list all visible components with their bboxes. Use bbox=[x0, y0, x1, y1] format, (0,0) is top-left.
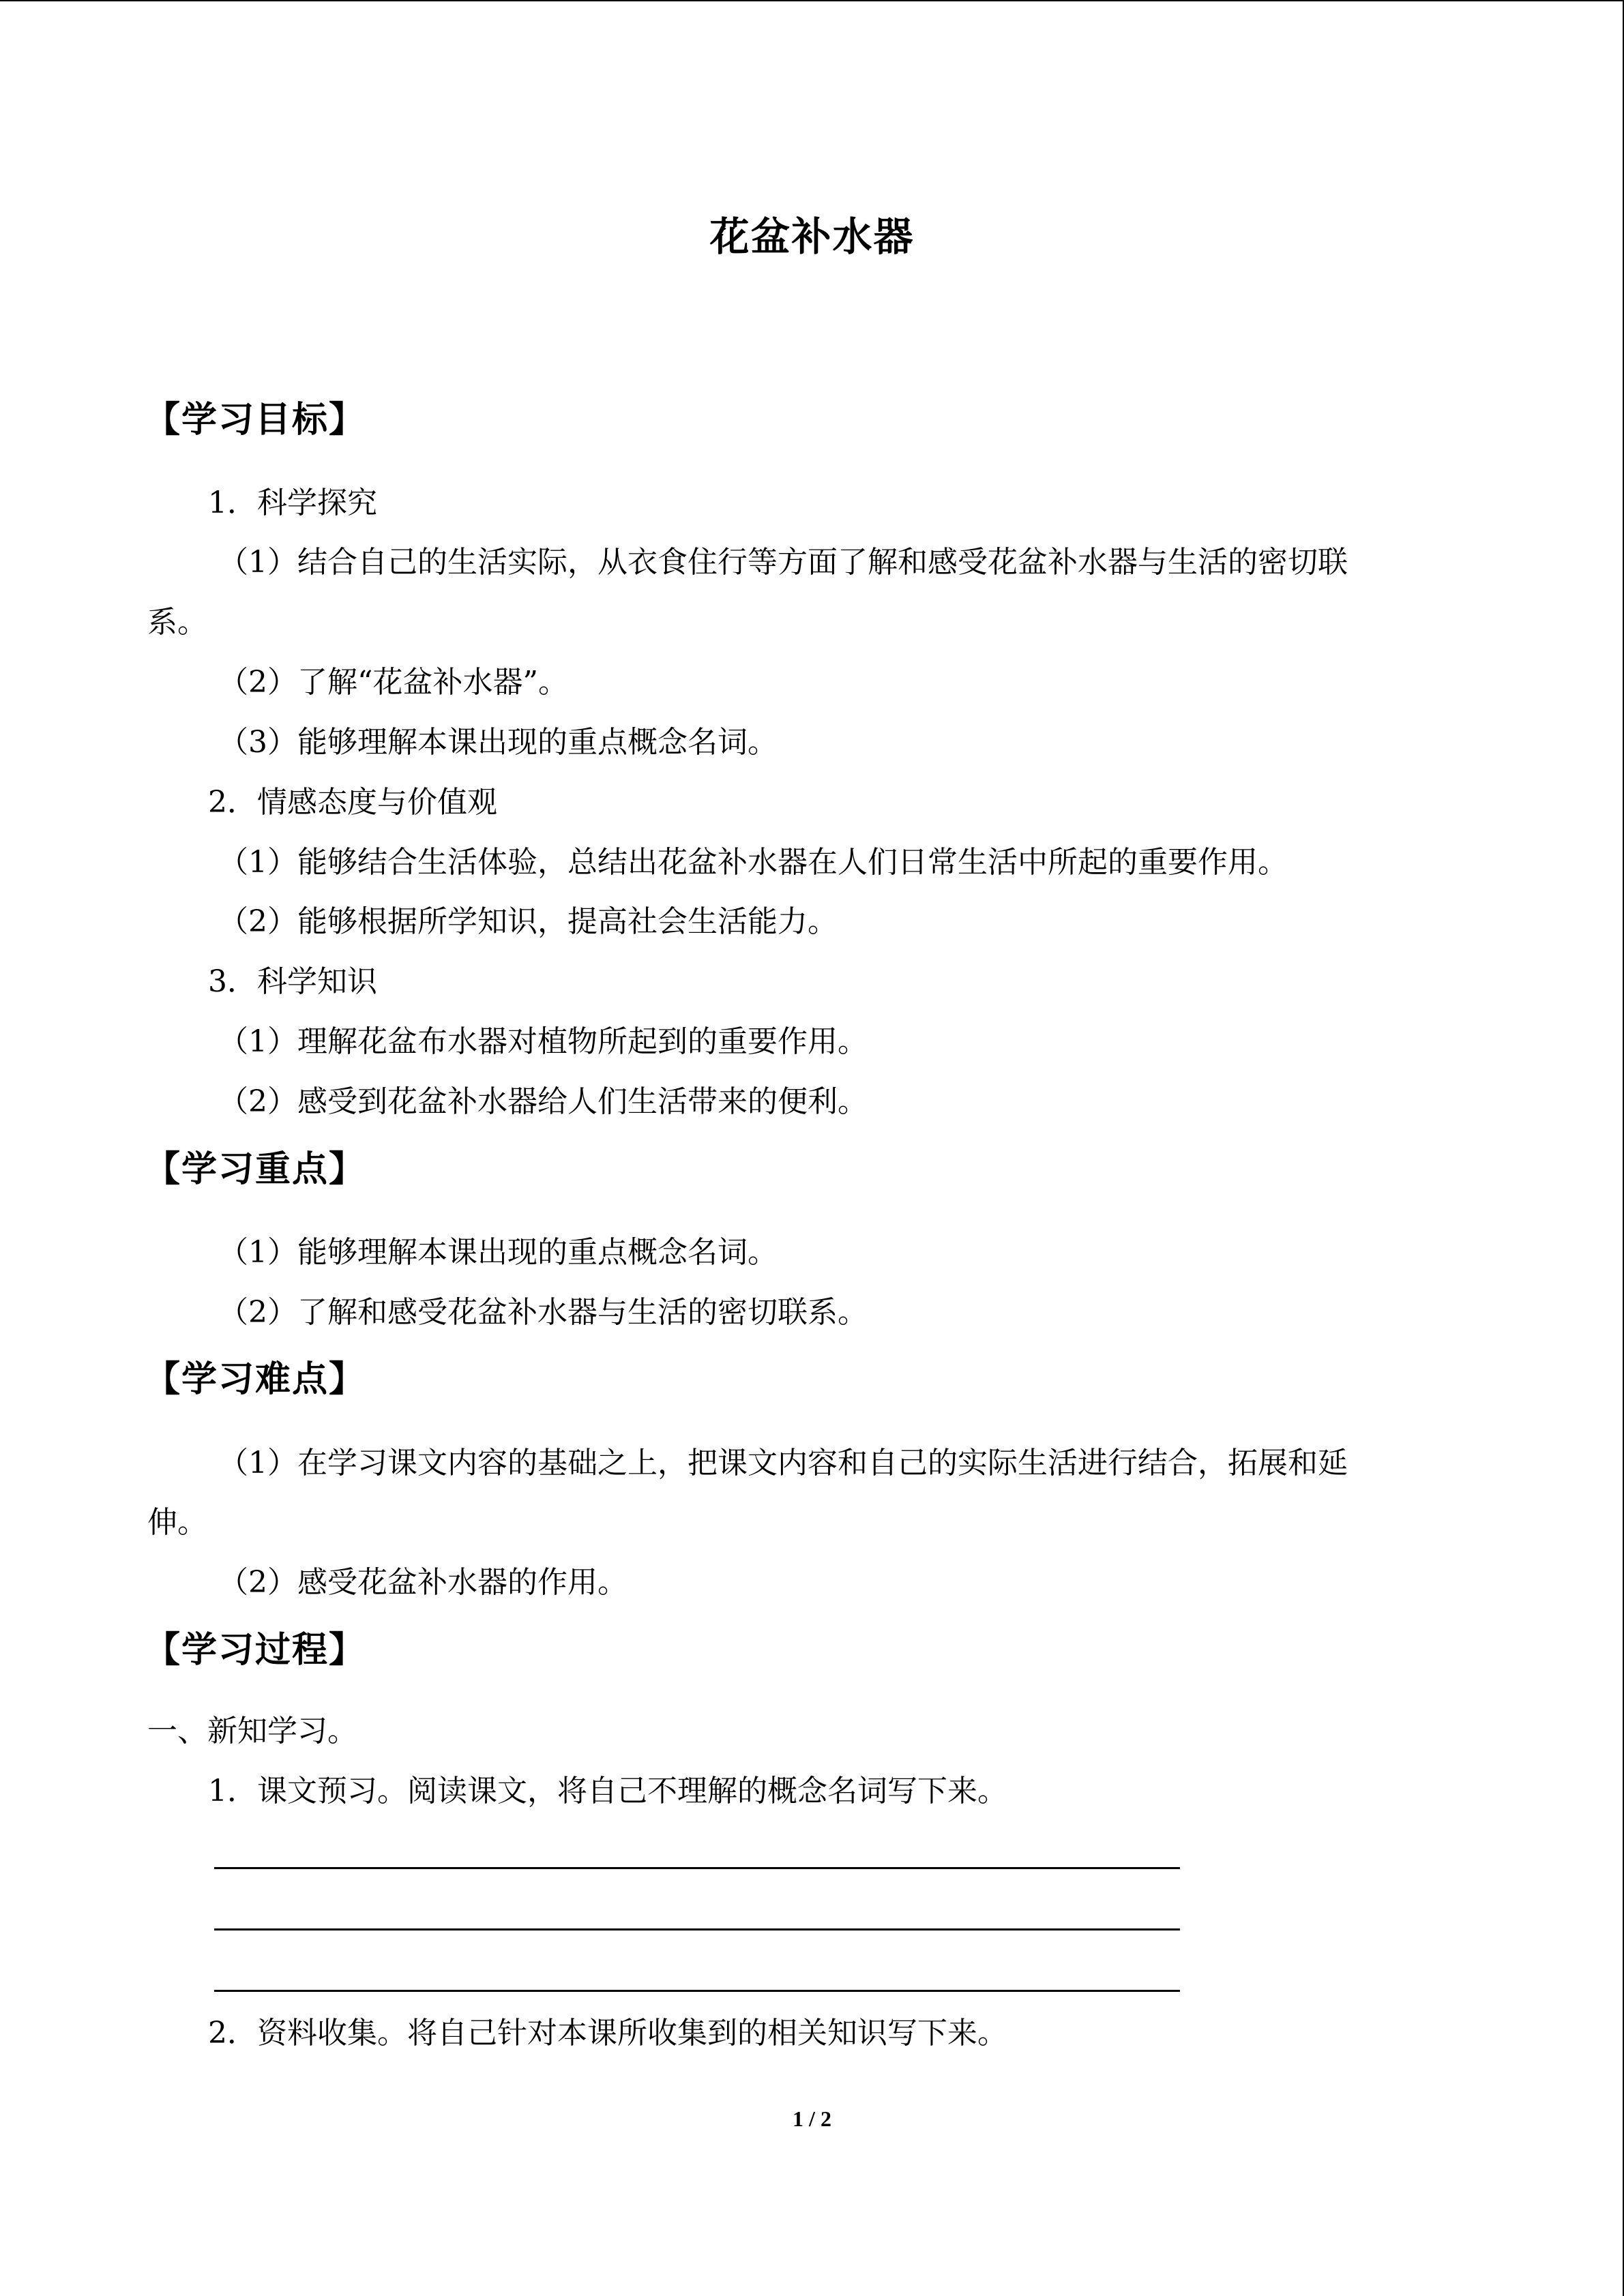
goal-item-3: 3．科学知识 bbox=[208, 964, 377, 999]
difficulty-1-cont: 伸。 bbox=[147, 1505, 207, 1540]
goal-item-2: 2．情感态度与价值观 bbox=[208, 785, 497, 820]
section-heading-process: 【学习过程】 bbox=[145, 1630, 366, 1671]
answer-line[interactable] bbox=[214, 1990, 1180, 1992]
answer-line[interactable] bbox=[214, 1867, 1180, 1869]
difficulty-1: （1）在学习课文内容的基础之上，把课文内容和自己的实际生活进行结合，拓展和延 bbox=[218, 1446, 1348, 1480]
answer-line[interactable] bbox=[214, 1928, 1180, 1930]
goal-item-2-1: （1）能够结合生活体验，总结出花盆补水器在人们日常生活中所起的重要作用。 bbox=[218, 845, 1288, 880]
section-heading-goals: 【学习目标】 bbox=[145, 400, 366, 441]
goal-item-1: 1．科学探究 bbox=[208, 486, 377, 520]
goal-item-1-3: （3）能够理解本课出现的重点概念名词。 bbox=[218, 725, 778, 760]
key-point-1: （1）能够理解本课出现的重点概念名词。 bbox=[218, 1235, 778, 1270]
process-step-1: 1．课文预习。阅读课文，将自己不理解的概念名词写下来。 bbox=[208, 1774, 1007, 1808]
goal-item-3-2: （2）感受到花盆补水器给人们生活带来的便利。 bbox=[218, 1084, 868, 1119]
goal-item-1-2: （2）了解“花盆补水器”。 bbox=[218, 665, 568, 700]
key-point-2: （2）了解和感受花盆补水器与生活的密切联系。 bbox=[218, 1295, 868, 1330]
process-part-1: 一、新知学习。 bbox=[147, 1714, 357, 1748]
section-heading-difficulties: 【学习难点】 bbox=[145, 1359, 366, 1400]
goal-item-1-1: （1）结合自己的生活实际，从衣食住行等方面了解和感受花盆补水器与生活的密切联 bbox=[218, 545, 1348, 580]
goal-item-2-2: （2）能够根据所学知识，提高社会生活能力。 bbox=[218, 904, 838, 939]
difficulty-2: （2）感受花盆补水器的作用。 bbox=[218, 1565, 628, 1600]
goal-item-3-1: （1）理解花盆布水器对植物所起到的重要作用。 bbox=[218, 1024, 868, 1059]
section-heading-key-points: 【学习重点】 bbox=[145, 1149, 366, 1190]
page-number: 1 / 2 bbox=[793, 2106, 831, 2131]
document-title: 花盆补水器 bbox=[709, 213, 915, 260]
goal-item-1-1-cont: 系。 bbox=[147, 605, 207, 640]
process-step-2: 2．资料收集。将自己针对本课所收集到的相关知识写下来。 bbox=[208, 2016, 1007, 2051]
